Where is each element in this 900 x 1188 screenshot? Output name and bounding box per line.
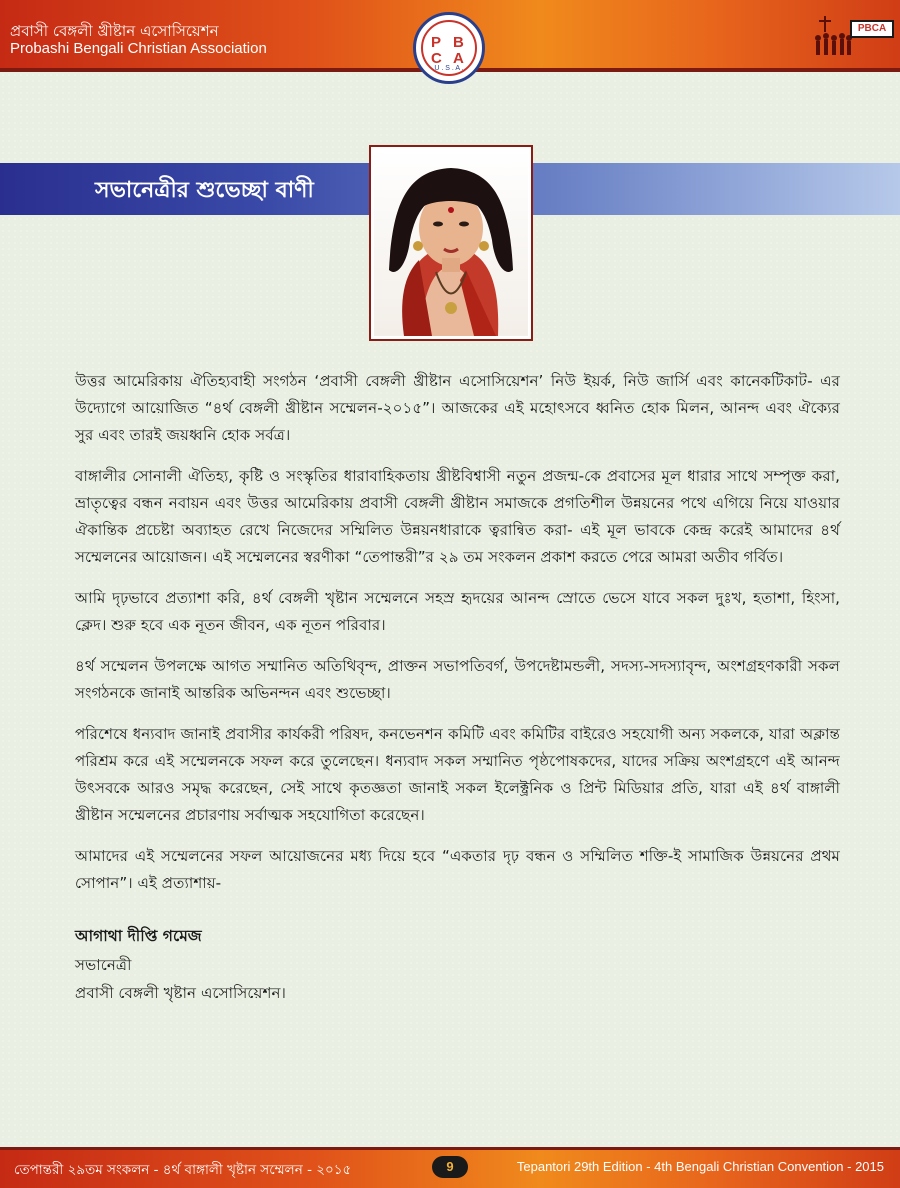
page-number: 9 [432, 1156, 468, 1178]
paragraph-3: আমি দৃঢ়ভাবে প্রত্যাশা করি, ৪র্থ বেঙ্গলী খৃষ্টান সম্মেলনে সহস্র হৃদয়ের আনন্দ স্রোতে ভেসে যাবে সকল দুঃখ, হতাশা, হিংসা, ক্লেদ। শুরু হবে এক নূতন জীবন, এক নূতন পরিবার। [75, 589, 840, 634]
signature-name: আগাথা দীপ্তি গমেজ [75, 927, 202, 945]
portrait-illustration [374, 150, 528, 336]
paragraph-6: আমাদের এই সম্মেলনের সফল আয়োজনের মধ্য দিয়ে হবে “একতার দৃঢ় বন্ধন ও সম্মিলিত শক্তি-ই সামাজিক উন্নয়নের প্রথম সোপান”। এই প্রত্যাশায়- [75, 847, 840, 892]
people-silhouette-icon [812, 14, 852, 60]
paragraph-5: পরিশেষে ধন্যবাদ জানাই প্রবাসীর কার্যকরী পরিষদ, কনভেনশন কমিটি এবং কমিটির বাইরেও সহযোগী অন্য সকলকে, যারা অক্লান্ত পরিশ্রম করে এই সম্মেলনকে সফল করে তুলেছেন। ধন্যবাদ সকল সম্মানিত পৃষ্ঠপোষকদের, যাদের সক্রিয় অংশগ্রহণে এই আনন্দ উৎসবকে আরও সমৃদ্ধ করেছেন, সেই সাথে কৃতজ্ঞতা জানাই সকল ইলেক্ট্রনিক ও প্রিন্ট মিডিয়ার প্রতি, যারা এই ৪র্থ বাঙ্গালী খ্রীষ্টান সম্মেলনের প্রচারণায় সর্বাত্মক সহযোগিতা করেছেন। [75, 725, 840, 824]
pbca-center-logo [413, 12, 485, 84]
pbca-right-logo [812, 14, 894, 62]
logo-letter-a: A [453, 50, 464, 67]
paragraph-2: বাঙ্গালীর সোনালী ঐতিহ্য, কৃষ্টি ও সংস্কৃতির ধারাবাহিকতায় খ্রীষ্টবিশ্বাসী নতুন প্রজন্ম-কে প্রবাসের মূল ধারার সাথে সম্পৃক্ত করা, ভ্রাতৃত্বের বন্ধন নবায়ন এবং উত্তর আমেরিকায় প্রবাসী বেঙ্গলী খ্রীষ্টান সমাজকে প্রগতিশীল উন্নয়নের পথে এগিয়ে নিয়ে যাওয়ার ঐকান্তিক প্রচেষ্টা অব্যাহত রেখে নিজেদের সম্মিলিত উন্নয়নধারাকে ত্বরান্বিত করা- এই মূল ভাবকে কেন্দ্র করেই আমাদের ৪র্থ সম্মেলনের আয়োজন। এই সম্মেলনের স্বরণীকা “তেপান্তরী”র ২৯ তম সংকলন প্রকাশ করতে পেরে আমরা অতীব গর্বিত। [75, 467, 840, 566]
logo-letter-c: C [431, 50, 442, 67]
logo-country-text: U . S . A . [434, 65, 464, 72]
portrait-image [374, 150, 528, 336]
footer-left-text: তেপান্তরী ২৯তম সংকলন - ৪র্থ বাঙ্গালী খৃষ্টান সম্মেলন - ২০১৫ [14, 1162, 352, 1178]
page-title: সভানেত্রীর শুভেচ্ছা বাণী [95, 178, 314, 203]
logo-letter-b: B [453, 34, 464, 51]
org-name-english: Probashi Bengali Christian Association [10, 40, 267, 57]
footer-right-text: Tepantori 29th Edition - 4th Bengali Christian Convention - 2015 [516, 1159, 884, 1174]
pbca-badge: PBCA [850, 20, 894, 38]
paragraph-1: উত্তর আমেরিকায় ঐতিহ্যবাহী সংগঠন ‘প্রবাসী বেঙ্গলী খ্রীষ্টান এসোসিয়েশন’ নিউ ইয়র্ক, নিউ জার্সি এবং কানেকটিকাট- এর উদ্যোগে আয়োজিত “৪র্থ বেঙ্গলী খ্রীষ্টান সম্মেলন-২০১৫”। আজকের এই মহোৎসবে ধ্বনিত হোক মিলন, আনন্দ এবং ঐক্যের সুর এবং তারই জয়ধ্বনি হোক সর্বত্র। [75, 372, 840, 444]
signature-title: সভানেত্রী [75, 956, 132, 974]
signature-organization: প্রবাসী বেঙ্গলী খৃষ্টান এসোসিয়েশন। [75, 984, 286, 1002]
logo-letter-p: P [431, 34, 442, 51]
paragraph-4: ৪র্থ সম্মেলন উপলক্ষে আগত সম্মানিত অতিথিবৃন্দ, প্রাক্তন সভাপতিবর্গ, উপদেষ্টামন্ডলী, সদস্য-সদস্যাবৃন্দ, অংশগ্রহণকারী সকল সংগঠনকে জানাই আন্তরিক অভিনন্দন এবং শুভেচ্ছা। [75, 657, 840, 702]
org-name-bengali: প্রবাসী বেঙ্গলী খ্রীষ্টান এসোসিয়েশন [10, 22, 219, 40]
portrait-photo [369, 145, 533, 341]
message-body [75, 368, 840, 1007]
